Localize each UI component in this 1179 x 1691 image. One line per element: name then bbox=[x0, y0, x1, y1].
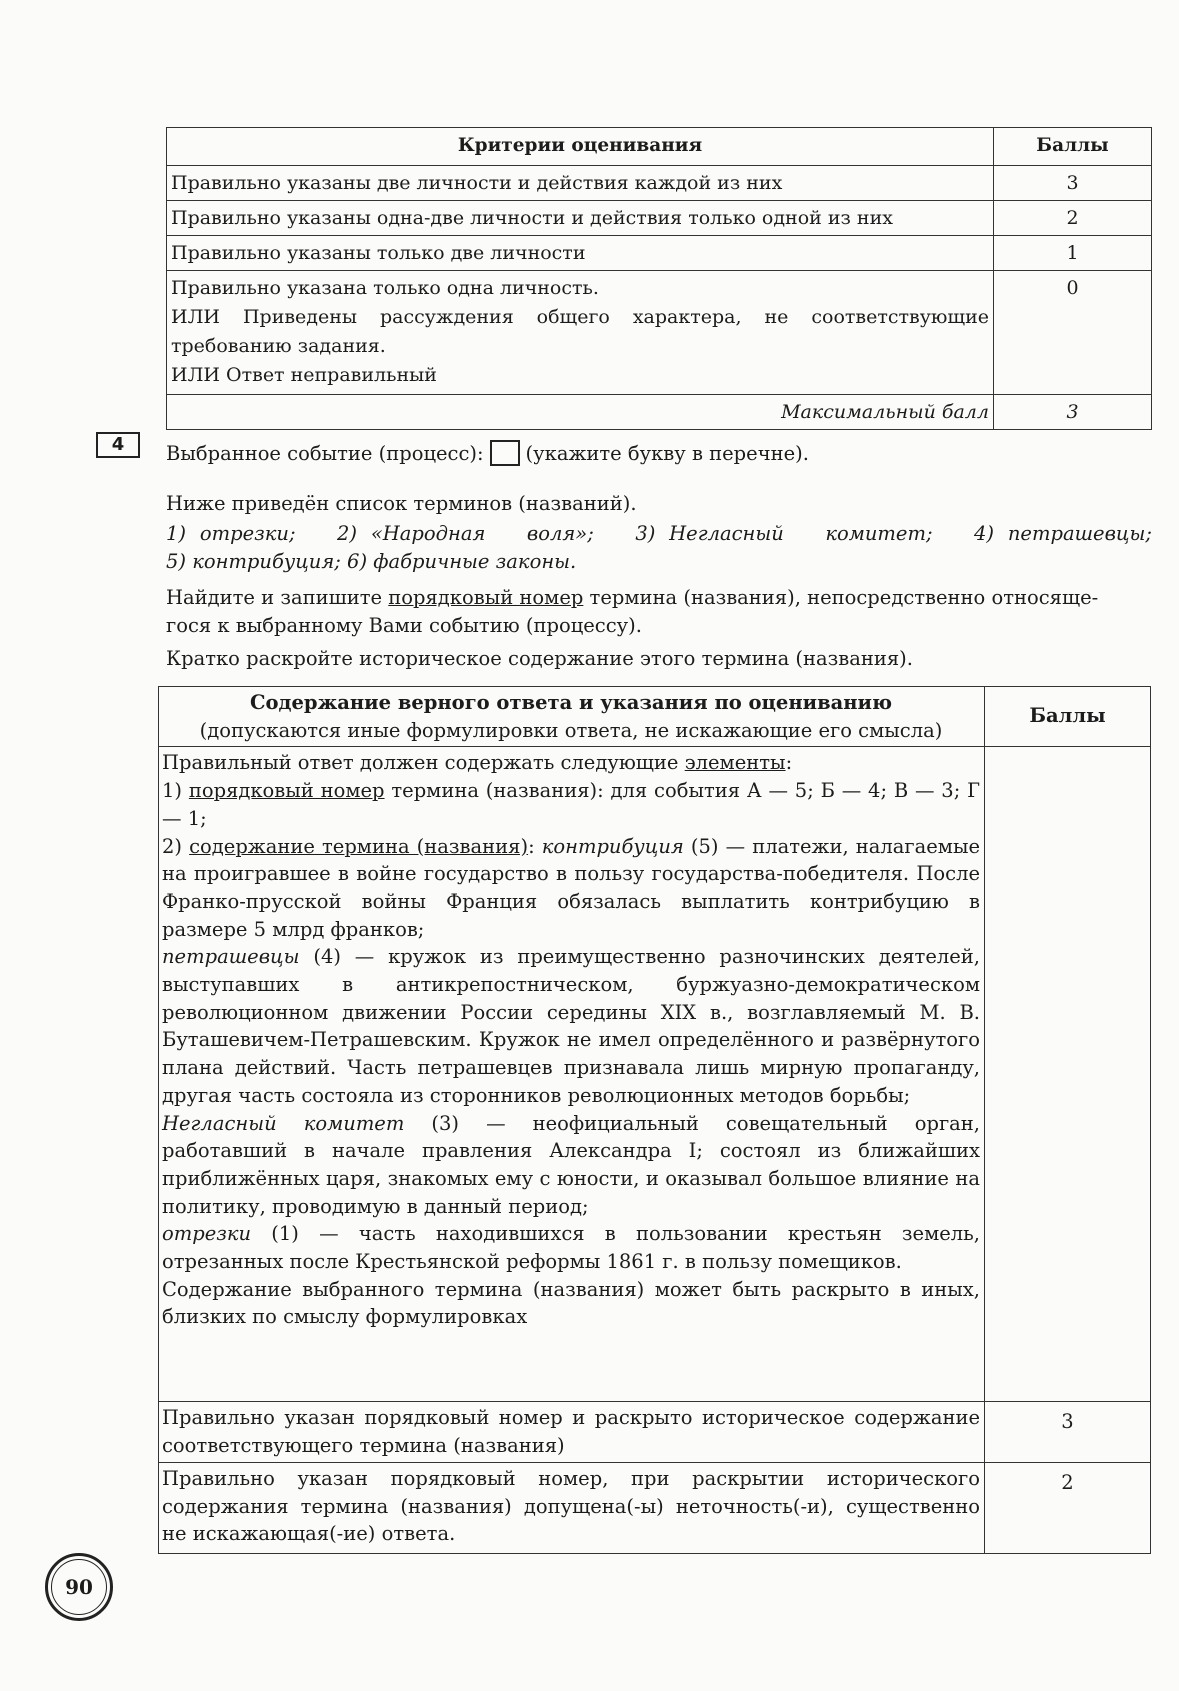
answer-header bbox=[159, 687, 985, 747]
answer-table-header bbox=[159, 687, 1151, 747]
task-number: 4 bbox=[96, 432, 140, 458]
criteria-cell: Правильно указаны одна-две личности и действия только одной из них bbox=[167, 201, 994, 236]
answer-element-2: 2) содержание термина (названия): контрибуция (5) — платежи, налагаемые на проигравшее в войне государство в пользу государства-победителя. После Франко-прусской войны Франция обязалась выплатить контрибуцию в размере 5 млрд франков; bbox=[162, 834, 981, 941]
instruction-text: термина (названия), непосредственно относяще- bbox=[583, 586, 1099, 609]
term-description: петрашевцы (4) — кружок из преимущественно разночинских деятелей, выступавших в антикрепостническом, буржуазно-демократическом революционном движении России середины XIX в., возглавляемый М. В. Буташевичем-Петрашевским. Кружок не имел определённого и развёрнутого плана действий. Часть петрашевцев признавала лишь мирную пропаганду, другая часть состояла из сторонников революционных методов борьбы; bbox=[162, 945, 980, 1107]
table-row bbox=[159, 1462, 1151, 1553]
criteria-cell: Правильно указаны только две личности bbox=[167, 236, 994, 271]
answer-content-row bbox=[159, 747, 1151, 1402]
page-number: 90 bbox=[65, 1575, 93, 1599]
term-name: петрашевцы bbox=[162, 945, 300, 969]
term-description: отрезки (1) — часть находившихся в пользовании крестьян земель, отрезанных после Крестьянской реформы 1861 г. в пользу помещиков. bbox=[162, 1222, 980, 1274]
instruction-line bbox=[166, 584, 1152, 611]
instruction-line: Кратко раскройте историческое содержание этого термина (названия). bbox=[166, 647, 913, 670]
table-row bbox=[167, 271, 1152, 395]
table-row bbox=[167, 201, 1152, 236]
points-header: Баллы bbox=[994, 128, 1152, 166]
instruction-line: гося к выбранному Вами событию (процессу). bbox=[166, 614, 642, 637]
criteria-line: Правильно указана только одна личность. bbox=[171, 277, 599, 299]
instruction-text: Найдите и запишите bbox=[166, 586, 389, 609]
points-cell: 0 bbox=[994, 271, 1152, 395]
event-choice-line bbox=[166, 440, 1152, 467]
points-cell: 1 bbox=[994, 236, 1152, 271]
terms-list-line: 1) отрезки; 2) «Народная воля»; 3) Негласный комитет; 4) петрашевцы; bbox=[166, 522, 1152, 545]
points-cell: 3 bbox=[994, 166, 1152, 201]
criteria-cell: Правильно указан порядковый номер, при раскрытии исторического содержания термина (названия) допущена(-ы) неточность(-и), существенно не искажающая(-ие) ответа. bbox=[159, 1462, 985, 1553]
criteria-table bbox=[166, 127, 1152, 430]
event-suffix: (укажите букву в перечне). bbox=[525, 442, 809, 465]
term-name: отрезки bbox=[162, 1222, 252, 1246]
instruction-underlined: порядковый номер bbox=[388, 586, 584, 609]
table-row bbox=[159, 1402, 1151, 1462]
points-cell: 2 bbox=[994, 201, 1152, 236]
max-score-label: Максимальный балл bbox=[167, 395, 994, 430]
term-name: контрибуция bbox=[541, 834, 684, 858]
answer-closing: Содержание выбранного термина (названия) может быть раскрыто в иных, близких по смыслу формулировках bbox=[162, 1277, 980, 1329]
criteria-header: Критерии оценивания bbox=[167, 128, 994, 166]
page-number-badge bbox=[45, 1553, 113, 1621]
event-prefix: Выбранное событие (процесс): bbox=[166, 442, 484, 465]
criteria-line: ИЛИ Приведены рассуждения общего характера, не соответствующие требованию задания. bbox=[171, 306, 989, 357]
criteria-cell: Правильно указан порядковый номер и раскрыто историческое содержание соответствующего термина (названия) bbox=[159, 1402, 985, 1462]
points-header: Баллы bbox=[985, 687, 1151, 747]
max-score-row bbox=[167, 395, 1152, 430]
answer-header-title: Содержание верного ответа и указания по оцениванию bbox=[250, 691, 892, 714]
table-row bbox=[167, 166, 1152, 201]
term-name: Негласный комитет bbox=[162, 1111, 405, 1135]
criteria-cell bbox=[167, 271, 994, 395]
terms-intro: Ниже приведён список терминов (названий). bbox=[166, 492, 637, 515]
points-cell: 3 bbox=[985, 1402, 1151, 1462]
criteria-line: ИЛИ Ответ неправильный bbox=[171, 364, 437, 386]
points-cell bbox=[985, 747, 1151, 1402]
answer-table bbox=[158, 686, 1151, 1554]
max-score-value: 3 bbox=[994, 395, 1152, 430]
criteria-table-header bbox=[167, 128, 1152, 166]
points-cell: 2 bbox=[985, 1462, 1151, 1553]
answer-intro: Правильный ответ должен содержать следующие элементы: bbox=[162, 751, 793, 775]
table-row bbox=[167, 236, 1152, 271]
answer-content bbox=[159, 747, 985, 1402]
terms-list-line: 5) контрибуция; 6) фабричные законы. bbox=[166, 550, 577, 573]
answer-element-1: 1) порядковый номер термина (названия): для события А — 5; Б — 4; В — 3; Г — 1; bbox=[162, 779, 981, 830]
term-description: Негласный комитет (3) — неофициальный совещательный орган, работавший в начале правления Александра I; состоял из ближайших приближённых царя, знакомых ему с юности, и оказывал большое влияние на политику, проводимую в данный период; bbox=[162, 1111, 980, 1218]
criteria-cell: Правильно указаны две личности и действия каждой из них bbox=[167, 166, 994, 201]
answer-box[interactable] bbox=[490, 440, 520, 466]
answer-header-note: (допускаются иные формулировки ответа, не искажающие его смысла) bbox=[199, 718, 943, 742]
